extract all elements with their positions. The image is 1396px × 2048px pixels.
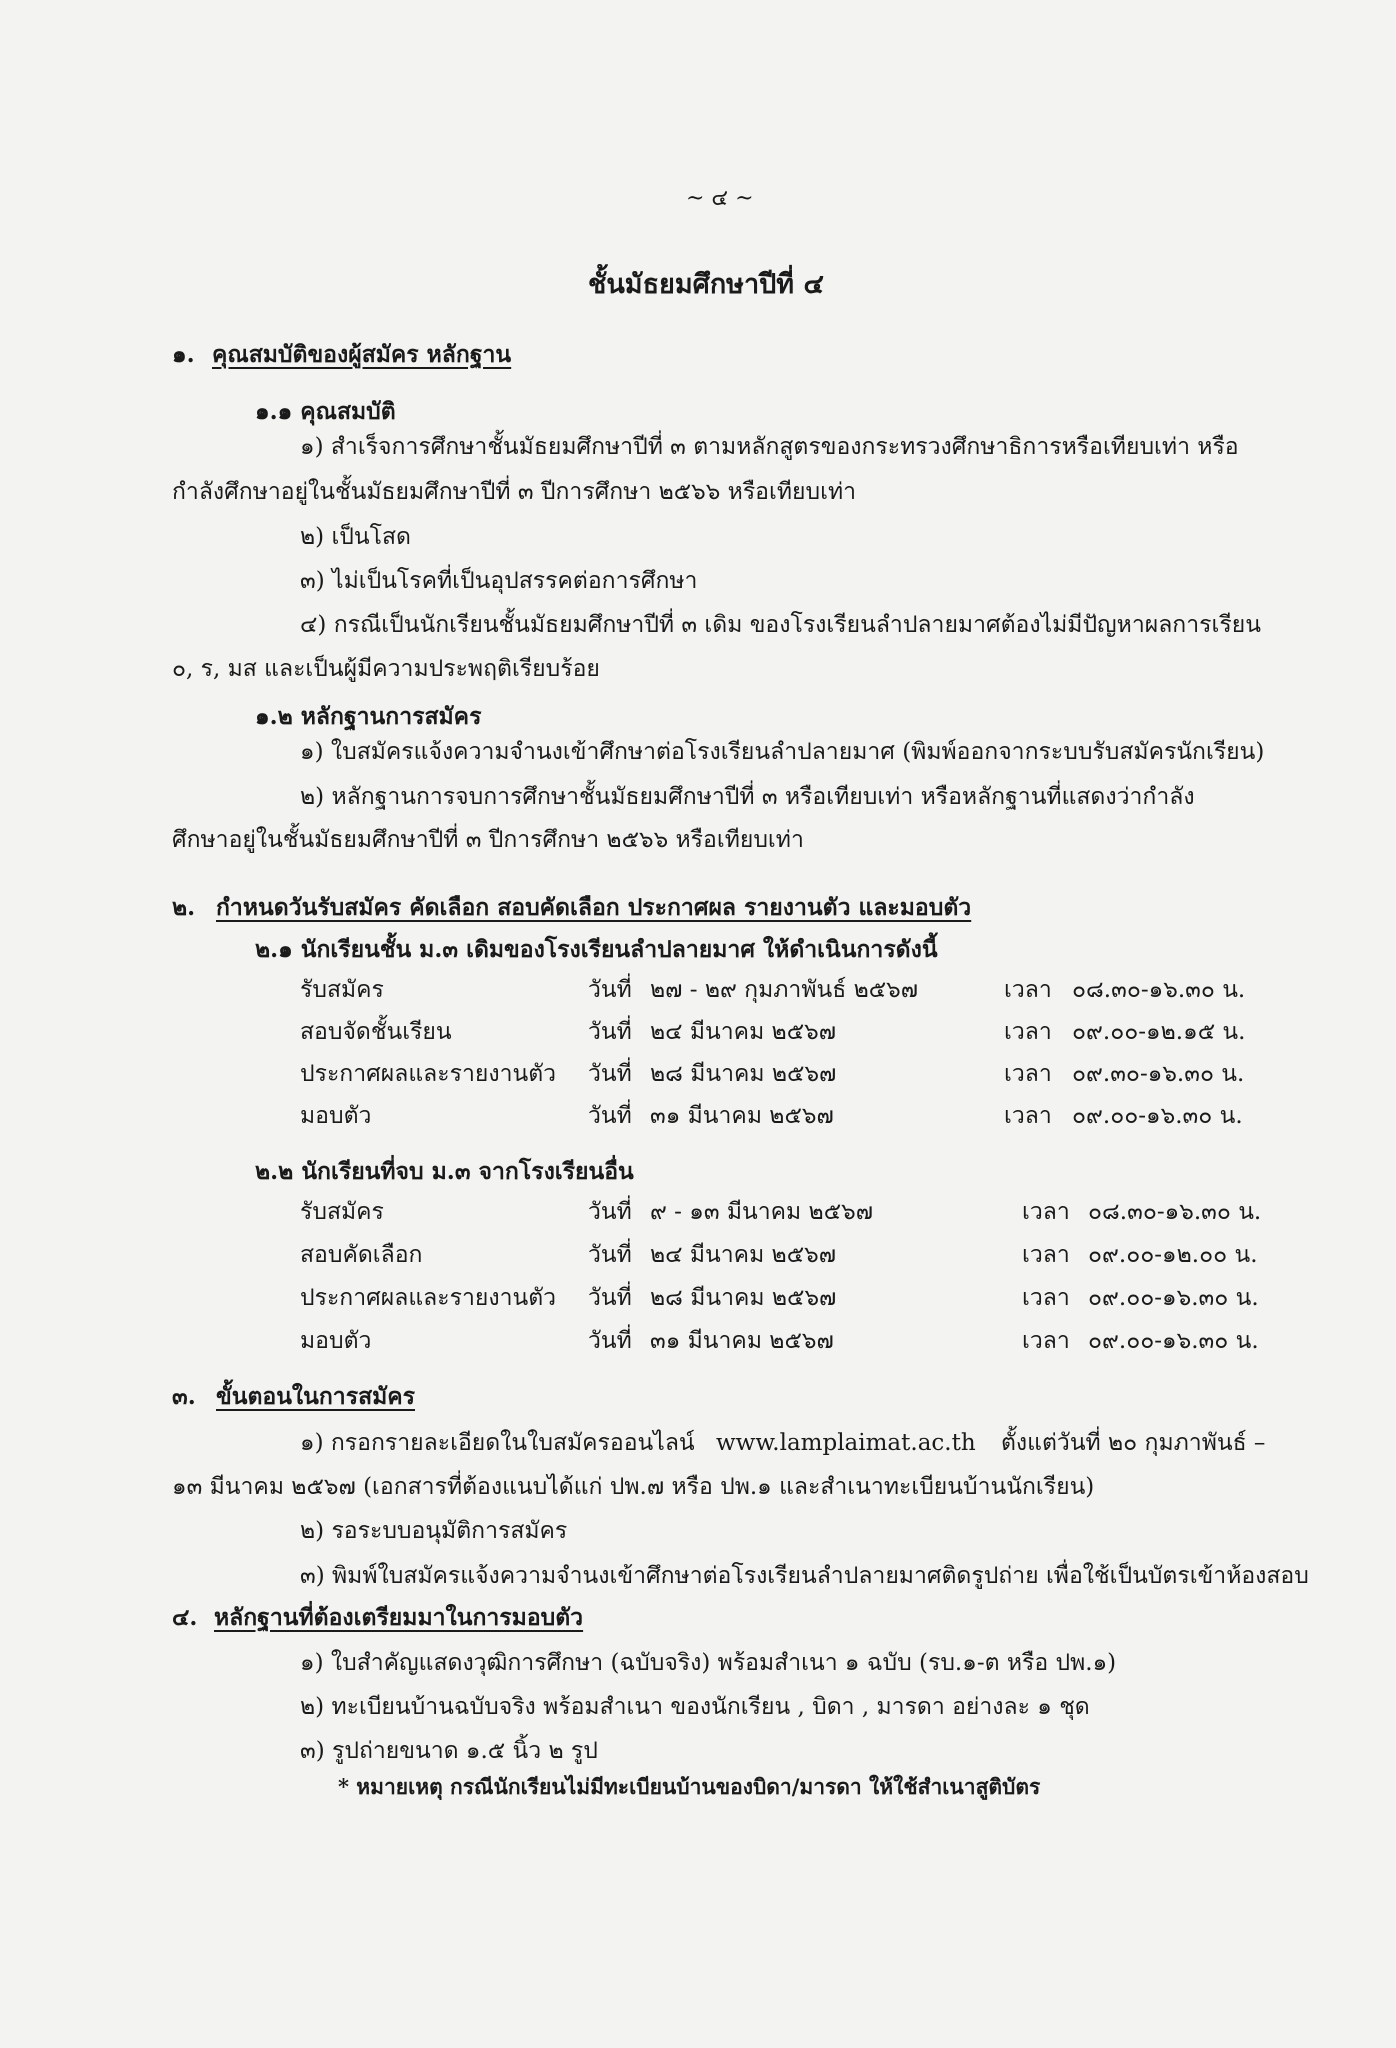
schedule-date: ๓๑ มีนาคม ๒๕๖๗ xyxy=(650,1328,834,1354)
step-1-text: ๑) กรอกรายละเอียดในใบสมัครออนไลน์ xyxy=(300,1430,695,1456)
schedule-row xyxy=(0,1197,1396,1229)
schedule-date: ๒๗ - ๒๙ กุมภาพันธ์ ๒๕๖๗ xyxy=(650,977,919,1003)
schedule-row xyxy=(0,1017,1396,1049)
step-2: ๒) รอระบบอนุมัติการสมัคร xyxy=(300,1518,568,1544)
step-3: ๓) พิมพ์ใบสมัครแจ้งความจำนงเข้าศึกษาต่อโรงเรียนลำปลายมาศติดรูปถ่าย เพื่อใช้เป็นบัตรเข้าห้องสอบ xyxy=(300,1563,1309,1589)
section-3-number: ๓. xyxy=(172,1383,196,1410)
qualification-4-line-1: ๔) กรณีเป็นนักเรียนชั้นมัธยมศึกษาปีที่ ๓ เดิม ของโรงเรียนลำปลายมาศต้องไม่มีปัญหาผลการเรียน xyxy=(300,612,1261,638)
schedule-row xyxy=(0,1059,1396,1091)
step-1-line-1 xyxy=(300,1428,1265,1458)
school-website-link[interactable]: www.lamplaimat.ac.th xyxy=(715,1430,976,1456)
schedule-time: ๐๙.๐๐-๑๖.๓๐ น. xyxy=(1072,1103,1243,1129)
handover-doc-2: ๒) ทะเบียนบ้านฉบับจริง พร้อมสำเนา ของนักเรียน , บิดา , มารดา อย่างละ ๑ ชุด xyxy=(300,1694,1090,1720)
step-1-date-text: ตั้งแต่วันที่ ๒๐ กุมภาพันธ์ – xyxy=(1000,1430,1266,1456)
schedule-time: ๐๙.๐๐-๑๖.๓๐ น. xyxy=(1088,1285,1259,1311)
document-2-line-2: ศึกษาอยู่ในชั้นมัธยมศึกษาปีที่ ๓ ปีการศึกษา ๒๕๖๖ หรือเทียบเท่า xyxy=(172,827,804,853)
schedule-time: ๐๘.๓๐-๑๖.๓๐ น. xyxy=(1088,1199,1262,1225)
schedule-time-label: เวลา xyxy=(1022,1199,1070,1225)
schedule-activity: รับสมัคร xyxy=(300,977,384,1003)
schedule-time-label: เวลา xyxy=(1022,1285,1070,1311)
schedule-time-label: เวลา xyxy=(1004,977,1052,1003)
schedule-activity: ประกาศผลและรายงานตัว xyxy=(300,1285,557,1311)
schedule-day-label: วันที่ xyxy=(588,1103,632,1129)
schedule-date: ๒๔ มีนาคม ๒๕๖๗ xyxy=(650,1242,836,1268)
schedule-date: ๓๑ มีนาคม ๒๕๖๗ xyxy=(650,1103,834,1129)
section-3-heading: ขั้นตอนในการสมัคร xyxy=(216,1383,416,1410)
qualification-1-line-1: ๑) สำเร็จการศึกษาชั้นมัธยมศึกษาปีที่ ๓ ตามหลักสูตรของกระทรวงศึกษาธิการหรือเทียบเท่า หรือ xyxy=(300,434,1239,460)
remark-note: * หมายเหตุ กรณีนักเรียนไม่มีทะเบียนบ้านของบิดา/มารดา ให้ใช้สำเนาสูติบัตร xyxy=(338,1774,1041,1799)
schedule-date: ๙ - ๑๓ มีนาคม ๒๕๖๗ xyxy=(650,1199,873,1225)
schedule-activity: รับสมัคร xyxy=(300,1199,384,1225)
schedule-time: ๐๙.๐๐-๑๒.๐๐ น. xyxy=(1088,1242,1258,1268)
section-2-heading: กำหนดวันรับสมัคร คัดเลือก สอบคัดเลือก ประกาศผล รายงานตัว และมอบตัว xyxy=(216,894,972,921)
section-1-heading: คุณสมบัติของผู้สมัคร หลักฐาน xyxy=(212,341,512,368)
section-2-2-heading: ๒.๒ นักเรียนที่จบ ม.๓ จากโรงเรียนอื่น xyxy=(255,1158,634,1185)
section-4-heading: หลักฐานที่ต้องเตรียมมาในการมอบตัว xyxy=(214,1604,584,1631)
page-number: ~ ๔ ~ xyxy=(686,186,754,211)
schedule-row xyxy=(0,1240,1396,1272)
handover-doc-3: ๓) รูปถ่ายขนาด ๑.๕ นิ้ว ๒ รูป xyxy=(300,1738,598,1764)
section-1-number: ๑. xyxy=(172,341,195,368)
schedule-time-label: เวลา xyxy=(1004,1019,1052,1045)
schedule-time-label: เวลา xyxy=(1022,1242,1070,1268)
schedule-activity: สอบจัดชั้นเรียน xyxy=(300,1019,452,1045)
schedule-activity: มอบตัว xyxy=(300,1328,372,1354)
schedule-time-label: เวลา xyxy=(1022,1328,1070,1354)
schedule-row xyxy=(0,975,1396,1007)
schedule-activity: มอบตัว xyxy=(300,1103,372,1129)
qualification-1-line-2: กำลังศึกษาอยู่ในชั้นมัธยมศึกษาปีที่ ๓ ปีการศึกษา ๒๕๖๖ หรือเทียบเท่า xyxy=(172,479,857,505)
schedule-row xyxy=(0,1326,1396,1358)
section-2-number: ๒. xyxy=(172,894,196,921)
qualification-2: ๒) เป็นโสด xyxy=(300,524,411,550)
schedule-time: ๐๘.๓๐-๑๖.๓๐ น. xyxy=(1072,977,1246,1003)
schedule-day-label: วันที่ xyxy=(588,1199,632,1225)
schedule-time-label: เวลา xyxy=(1004,1061,1052,1087)
schedule-date: ๒๘ มีนาคม ๒๕๖๗ xyxy=(650,1061,837,1087)
section-2-1-heading: ๒.๑ นักเรียนชั้น ม.๓ เดิมของโรงเรียนลำปลายมาศ ให้ดำเนินการดังนี้ xyxy=(255,936,938,963)
schedule-day-label: วันที่ xyxy=(588,1285,632,1311)
schedule-time: ๐๙.๐๐-๑๖.๓๐ น. xyxy=(1088,1328,1259,1354)
section-1-2-heading: ๑.๒ หลักฐานการสมัคร xyxy=(255,703,482,730)
schedule-activity: สอบคัดเลือก xyxy=(300,1242,423,1268)
schedule-day-label: วันที่ xyxy=(588,1328,632,1354)
schedule-date: ๒๘ มีนาคม ๒๕๖๗ xyxy=(650,1285,837,1311)
handover-doc-1: ๑) ใบสำคัญแสดงวุฒิการศึกษา (ฉบับจริง) พร้อมสำเนา ๑ ฉบับ (รบ.๑-ต หรือ ปพ.๑) xyxy=(300,1650,1117,1676)
schedule-date: ๒๔ มีนาคม ๒๕๖๗ xyxy=(650,1019,836,1045)
section-1-1-heading: ๑.๑ คุณสมบัติ xyxy=(255,398,396,425)
schedule-time: ๐๙.๓๐-๑๖.๓๐ น. xyxy=(1072,1061,1245,1087)
schedule-day-label: วันที่ xyxy=(588,1019,632,1045)
schedule-row xyxy=(0,1283,1396,1315)
qualification-3: ๓) ไม่เป็นโรคที่เป็นอุปสรรคต่อการศึกษา xyxy=(300,568,698,594)
section-4-number: ๔. xyxy=(172,1604,198,1631)
schedule-time: ๐๙.๐๐-๑๒.๑๕ น. xyxy=(1072,1019,1246,1045)
schedule-row xyxy=(0,1101,1396,1133)
schedule-day-label: วันที่ xyxy=(588,977,632,1003)
schedule-activity: ประกาศผลและรายงานตัว xyxy=(300,1061,557,1087)
step-1-line-2: ๑๓ มีนาคม ๒๕๖๗ (เอกสารที่ต้องแนบได้แก่ ปพ.๗ หรือ ปพ.๑ และสำเนาทะเบียนบ้านนักเรียน) xyxy=(172,1474,1095,1500)
schedule-day-label: วันที่ xyxy=(588,1061,632,1087)
page-title: ชั้นมัธยมศึกษาปีที่ ๔ xyxy=(588,269,824,300)
document-1: ๑) ใบสมัครแจ้งความจำนงเข้าศึกษาต่อโรงเรียนลำปลายมาศ (พิมพ์ออกจากระบบรับสมัครนักเรียน) xyxy=(300,739,1265,765)
schedule-time-label: เวลา xyxy=(1004,1103,1052,1129)
document-2-line-1: ๒) หลักฐานการจบการศึกษาชั้นมัธยมศึกษาปีที่ ๓ หรือเทียบเท่า หรือหลักฐานที่แสดงว่ากำลัง xyxy=(300,784,1195,810)
schedule-day-label: วันที่ xyxy=(588,1242,632,1268)
qualification-4-line-2: ๐, ร, มส และเป็นผู้มีความประพฤติเรียบร้อย xyxy=(172,656,600,682)
